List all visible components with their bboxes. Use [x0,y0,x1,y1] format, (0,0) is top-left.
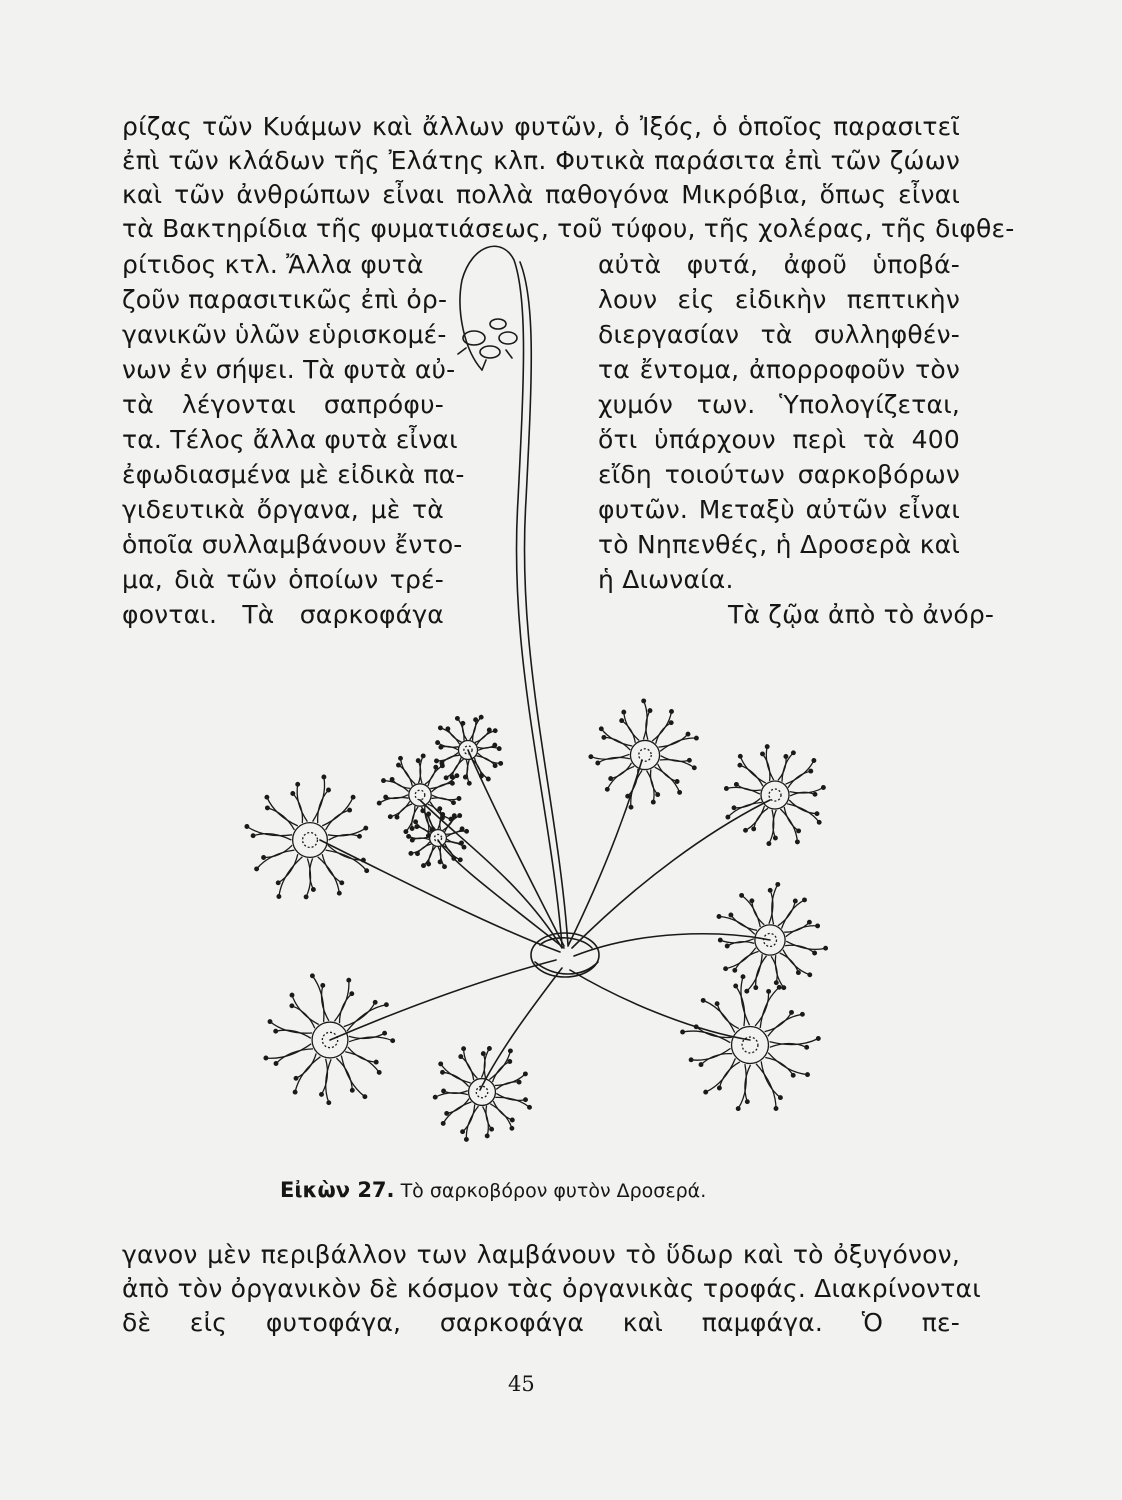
right-column-line: ἡ Διωναία. [598,565,734,594]
paragraph-line: ἐπὶ τῶν κλάδων τῆς Ἐλάτης κλπ. Φυτικὰ παράσιτα ἐπὶ τῶν ζώων [122,146,960,175]
right-column-line: Τὰ ζῷα ἀπὸ τὸ ἀνόρ- [728,600,995,629]
left-column-line: τα. Τέλος ἄλλα φυτὰ εἶναι [122,425,458,454]
left-column-line: νων ἐν σήψει. Τὰ φυτὰ αὐ- [122,355,456,384]
leaf-icon [264,974,394,1105]
right-column-line: φυτῶν. Μεταξὺ αὐτῶν εἶναι [598,495,960,524]
leaf-icon [725,745,826,846]
right-column-line: τα ἔντομα, ἀπορροφοῦν τὸν [598,355,960,384]
left-column-line: γανικῶν ὑλῶν εὑρισκομέ- [122,320,447,349]
left-column-line: γιδευτικὰ ὄργανα, μὲ τὰ [122,495,444,524]
right-column-line: τὸ Νηπενθές, ἡ Δροσερὰ καὶ [598,530,960,559]
right-column-line: χυμόν των. Ὑπολογίζεται, [598,390,960,419]
leaf-icon [245,775,368,899]
right-column-line: διεργασίαν τὰ συλληφθέν- [598,320,960,349]
left-column-line: ἐφωδιασμένα μὲ εἰδικὰ πα- [122,460,465,489]
drosera-illustration [190,240,910,1170]
left-column-line: τὰ λέγονται σαπρόφυ- [122,390,444,419]
figure-caption [280,1178,706,1202]
rosette-center [531,933,599,977]
leaf-icon [681,975,820,1110]
right-column-line: λουν εἰς εἰδικὴν πεπτικὴν [598,285,960,314]
right-column-line: εἴδη τοιούτων σαρκοβόρων [598,460,960,489]
caption-lead: Εἰκὼν 27. [280,1178,395,1202]
leaf-icon [717,883,827,993]
paragraph-line: δὲ εἰς φυτοφάγα, σαρκοφάγα καὶ παμφάγα. Ὁ πε- [122,1308,960,1337]
left-column-line: φονται. Τὰ σαρκοφάγα [122,600,444,629]
page-number: 45 [508,1372,535,1396]
left-column-line: ρίτιδος κτλ. Ἄλλα φυτὰ [122,250,424,279]
paragraph-line: ρίζας τῶν Κυάμων καὶ ἄλλων φυτῶν, ὁ Ἰξός, ὁ ὁποῖος παρασιτεῖ [122,112,960,141]
left-column-line: ζοῦν παρασιτικῶς ἐπὶ ὀρ- [122,285,448,314]
caption-text: Τὸ σαρκοβόρον φυτὸν Δροσερά. [400,1180,707,1202]
paragraph-line: τὰ Βακτηρίδια τῆς φυματιάσεως, τοῦ τύφου, τῆς χολέρας, τῆς διφθε- [122,214,1015,243]
leaf-icon [433,1047,531,1142]
paragraph-line: γανον μὲν περιβάλλον των λαμβάνουν τὸ ὕδωρ καὶ τὸ ὀξυγόνον, [122,1240,960,1269]
left-column-line: μα, διὰ τῶν ὁποίων τρέ- [122,565,444,594]
leaf-icon [589,699,698,809]
paragraph-line: ἀπὸ τὸν ὀργανικὸν δὲ κόσμον τὰς ὀργανικὰς τροφάς. Διακρίνονται [122,1274,981,1303]
left-column-line: ὁποῖα συλλαμβάνουν ἔντο- [122,530,463,559]
right-column-line: ὅτι ὑπάρχουν περὶ τὰ 400 [598,425,960,454]
paragraph-line: καὶ τῶν ἀνθρώπων εἶναι πολλὰ παθογόνα Μικρόβια, ὅπως εἶναι [122,180,960,209]
right-column-line: αὐτὰ φυτά, ἀφοῦ ὑποβά- [598,250,960,279]
